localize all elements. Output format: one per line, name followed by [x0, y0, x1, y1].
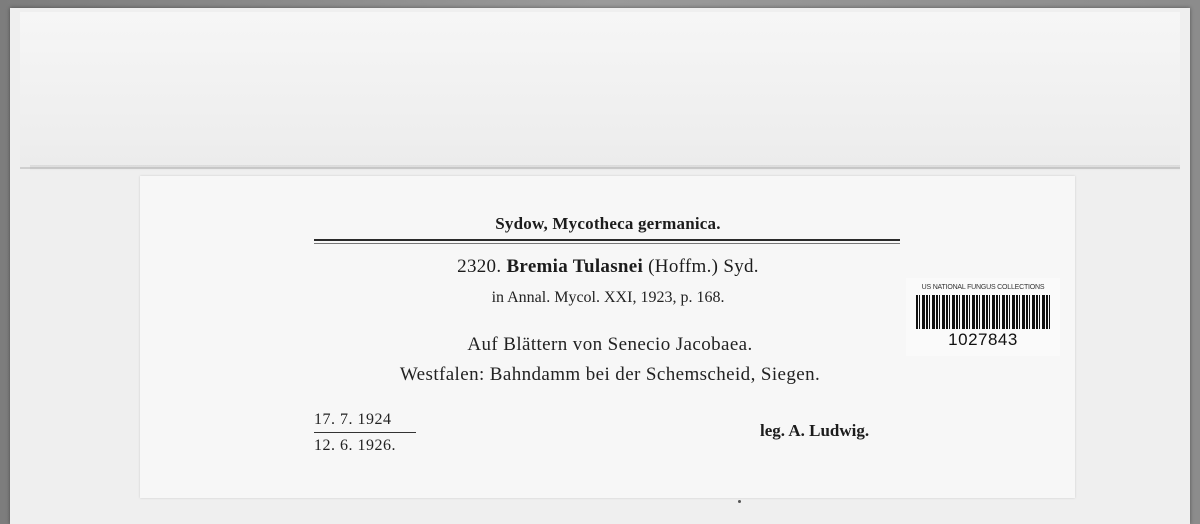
- title-rule: [314, 239, 900, 241]
- envelope-flap: [20, 12, 1180, 169]
- title-rule-secondary: [314, 243, 900, 244]
- citation: in Annal. Mycol. XXI, 1923, p. 168.: [491, 289, 725, 306]
- collection-date-1: 17. 7. 1924: [314, 411, 392, 428]
- collection-title: Sydow, Mycotheca germanica.: [495, 214, 721, 233]
- species-name: Bremia Tulasnei: [506, 256, 644, 277]
- dust-speck: [738, 500, 741, 503]
- barcode-sticker: [906, 278, 1060, 356]
- locality-line: Westfalen: Bahndamm bei der Schemscheid, Siegen.: [399, 364, 821, 385]
- host-line: Auf Blättern von Senecio Jacobaea.: [467, 334, 753, 355]
- species-authority: (Hoffm.) Syd.: [648, 256, 759, 277]
- collector: leg. A. Ludwig.: [760, 421, 870, 440]
- barcode-number: 1027843: [948, 330, 1018, 349]
- barcode-header: US NATIONAL FUNGUS COLLECTIONS: [921, 284, 1045, 291]
- species-number: 2320.: [457, 256, 502, 277]
- barcode-icon: [916, 295, 1050, 329]
- flap-shadow: [30, 165, 1180, 171]
- species-line: [318, 256, 898, 278]
- collection-date-2: 12. 6. 1926.: [314, 437, 396, 454]
- date-rule: [314, 432, 416, 433]
